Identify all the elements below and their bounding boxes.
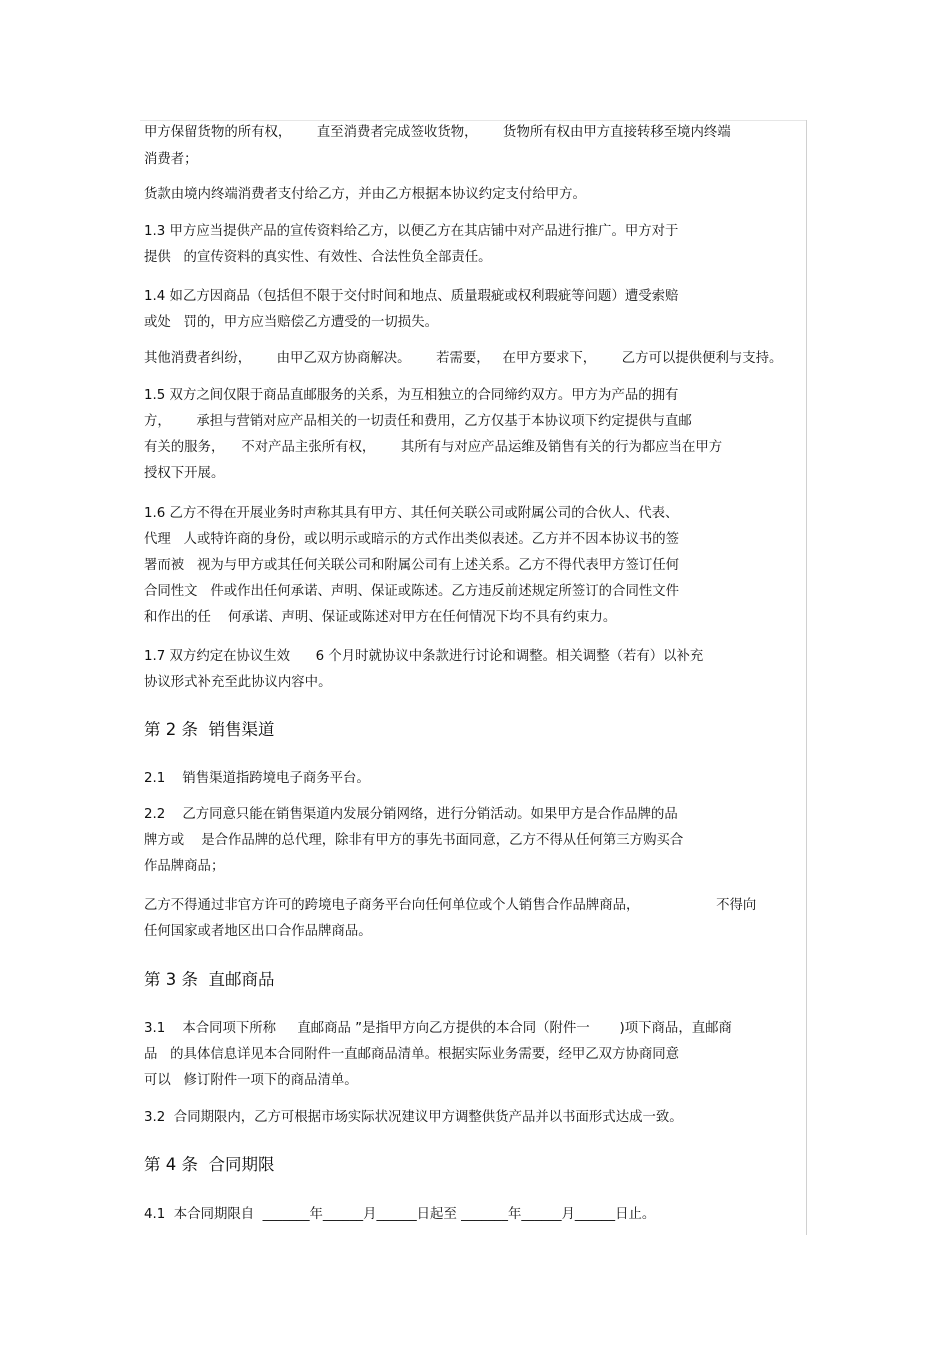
clause-1-3-line: 提供 的宣传资料的真实性、有效性、合法性负全部责任。 (144, 250, 492, 265)
clause-1-6-line: 代理 人或特许商的身份，或以明示或暗示的方式作出类似表述。乙方并不因本协议书的签 (144, 532, 680, 547)
section-heading: 第 2 条 销售渠道 (144, 720, 275, 739)
paragraph-line: 甲方保留货物的所有权， 直至消费者完成签收货物， 货物所有权由甲方直接转移至境内终端 (144, 125, 731, 140)
paragraph-line: 货款由境内终端消费者支付给乙方，并由乙方根据本协议约定支付给甲方。 (144, 187, 586, 202)
clause-1-6-line: 署而被 视为与甲方或其任何关联公司和附属公司有上述关系。乙方不得代表甲方签订任何 (144, 558, 680, 573)
paragraph-line: 乙方不得通过非官方许可的跨境电子商务平台向任何单位或个人销售合作品牌商品， 不得向 (144, 898, 757, 913)
clause-1-4-line: 或处 罚的，甲方应当赔偿乙方遭受的一切损失。 (144, 315, 438, 330)
clause-1-3-line: 1.3 甲方应当提供产品的宣传资料给乙方，以便乙方在其店铺中对产品进行推广。甲方对于 (144, 224, 679, 239)
clause-2-1-line: 2.1 销售渠道指跨境电子商务平台。 (144, 771, 370, 786)
clause-1-5-line: 1.5 双方之间仅限于商品直邮服务的关系，为互相独立的合同缔约双方。甲方为产品的拥有 (144, 388, 679, 403)
paragraph-line: 任何国家或者地区出口合作品牌商品。 (144, 924, 372, 939)
clause-3-1-line: 品 的具体信息详见本合同附件一直邮商品清单。根据实际业务需要，经甲乙双方协商同意 (144, 1047, 680, 1062)
page-border-right (806, 120, 807, 1235)
clause-3-1-line: 可以 修订附件一项下的商品清单。 (144, 1073, 358, 1088)
paragraph-line: 消费者； (144, 152, 198, 167)
clause-2-2-line: 牌方或 是合作品牌的总代理，除非有甲方的事先书面同意，乙方不得从任何第三方购买合 (144, 833, 684, 848)
paragraph-line: 其他消费者纠纷， 由甲乙双方协商解决。 若需要， 在甲方要求下， 乙方可以提供便利与支持。 (144, 351, 783, 366)
clause-2-2-line: 2.2 乙方同意只能在销售渠道内发展分销网络，进行分销活动。如果甲方是合作品牌的品 (144, 807, 678, 822)
clause-1-6-line: 合同性文 件或作出任何承诺、声明、保证或陈述。乙方违反前述规定所签订的合同性文件 (144, 584, 680, 599)
clause-4-1-line: 4.1 本合同期限自 _______年______月______日起至 _______年______月______日止。 (144, 1207, 656, 1222)
clause-1-5-line: 方， 承担与营销对应产品相关的一切责任和费用，乙方仅基于本协议项下约定提供与直邮 (144, 414, 692, 429)
page-border-top (140, 120, 806, 121)
section-heading: 第 4 条 合同期限 (144, 1155, 275, 1174)
clause-2-2-line: 作品牌商品； (144, 859, 225, 874)
clause-1-5-line: 有关的服务， 不对产品主张所有权， 其所有与对应产品运维及销售有关的行为都应当在甲方 (144, 440, 723, 455)
clause-1-6-line: 和作出的任 何承诺、声明、保证或陈述对甲方在任何情况下均不具有约束力。 (144, 610, 617, 625)
clause-3-1-line: 3.1 本合同项下所称 直邮商品 ”是指甲方向乙方提供的本合同（附件一 )项下商品，直邮商 (144, 1021, 732, 1036)
section-heading: 第 3 条 直邮商品 (144, 970, 275, 989)
clause-1-4-line: 1.4 如乙方因商品（包括但不限于交付时间和地点、质量瑕疵或权利瑕疵等问题）遭受索赔 (144, 289, 679, 304)
clause-1-5-line: 授权下开展。 (144, 466, 225, 481)
clause-1-6-line: 1.6 乙方不得在开展业务时声称其具有甲方、其任何关联公司或附属公司的合伙人、代表、 (144, 506, 679, 521)
clause-1-7-line: 协议形式补充至此协议内容中。 (144, 675, 332, 690)
clause-3-2-line: 3.2 合同期限内，乙方可根据市场实际状况建议甲方调整供货产品并以书面形式达成一致。 (144, 1110, 683, 1125)
clause-1-7-line: 1.7 双方约定在协议生效 6 个月时就协议中条款进行讨论和调整。相关调整（若有）以补充 (144, 649, 704, 664)
